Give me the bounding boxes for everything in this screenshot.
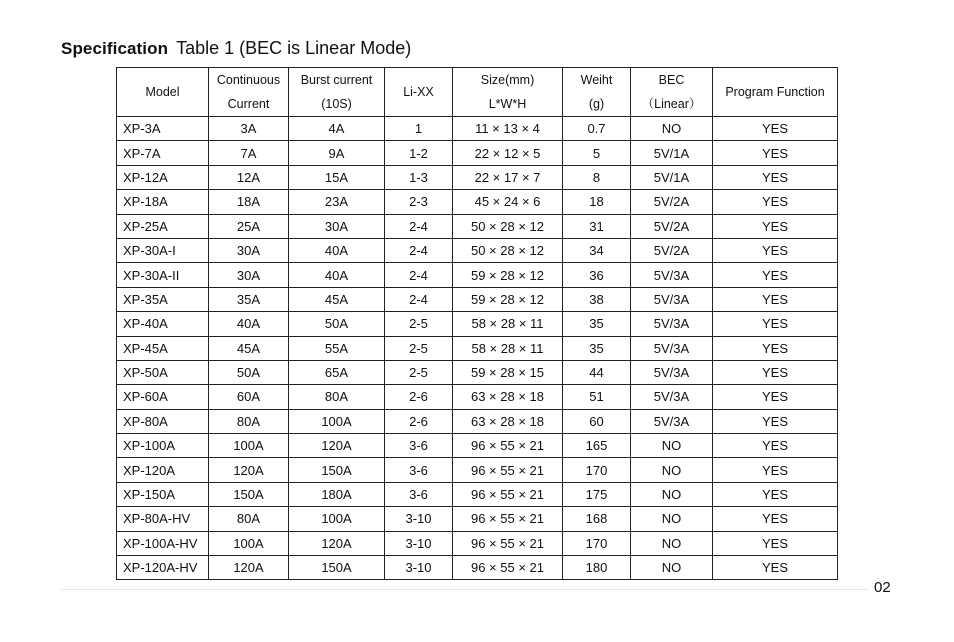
header-label: Li-XX: [403, 85, 434, 99]
header-sublabel: (g): [588, 97, 605, 111]
cell-size: 96 × 55 × 21: [453, 531, 563, 555]
header-label: Continuous: [216, 73, 281, 87]
cell-continuous-current: 80A: [209, 507, 289, 531]
cell-bec: NO: [631, 117, 713, 141]
header-burst-current: [289, 68, 385, 117]
cell-model: XP-120A: [117, 458, 209, 482]
header-label: Weiht: [580, 73, 613, 87]
header-continuous-current: [209, 68, 289, 117]
header-sublabel: L*W*H: [488, 97, 527, 111]
cell-continuous-current: 45A: [209, 336, 289, 360]
cell-li-xx: 2-4: [385, 263, 453, 287]
header-label: Program Function: [725, 85, 825, 99]
cell-burst-current: 55A: [289, 336, 385, 360]
cell-model: XP-35A: [117, 287, 209, 311]
cell-continuous-current: 120A: [209, 556, 289, 580]
cell-weight: 44: [563, 360, 631, 384]
cell-weight: 18: [563, 190, 631, 214]
cell-weight: 180: [563, 556, 631, 580]
cell-weight: 175: [563, 482, 631, 506]
cell-burst-current: 100A: [289, 409, 385, 433]
header-label: Model: [145, 85, 180, 99]
header-sublabel: Current: [227, 97, 270, 111]
cell-weight: 34: [563, 238, 631, 262]
cell-model: XP-3A: [117, 117, 209, 141]
cell-continuous-current: 12A: [209, 165, 289, 189]
cell-program-function: YES: [713, 434, 838, 458]
cell-size: 22 × 12 × 5: [453, 141, 563, 165]
cell-burst-current: 40A: [289, 263, 385, 287]
cell-program-function: YES: [713, 312, 838, 336]
cell-program-function: YES: [713, 263, 838, 287]
cell-model: XP-30A-I: [117, 238, 209, 262]
header-size: [453, 68, 563, 117]
table-row: [117, 165, 838, 189]
cell-model: XP-60A: [117, 385, 209, 409]
cell-weight: 168: [563, 507, 631, 531]
cell-bec: 5V/3A: [631, 385, 713, 409]
cell-burst-current: 23A: [289, 190, 385, 214]
cell-size: 11 × 13 × 4: [453, 117, 563, 141]
cell-program-function: YES: [713, 214, 838, 238]
cell-bec: NO: [631, 458, 713, 482]
cell-li-xx: 2-6: [385, 409, 453, 433]
section-title: Specification: [61, 39, 169, 58]
table-row: [117, 434, 838, 458]
table-row: [117, 409, 838, 433]
cell-bec: 5V/3A: [631, 287, 713, 311]
table-row: [117, 385, 838, 409]
cell-program-function: YES: [713, 385, 838, 409]
cell-program-function: YES: [713, 360, 838, 384]
header-row: [117, 68, 838, 117]
cell-program-function: YES: [713, 141, 838, 165]
cell-model: XP-7A: [117, 141, 209, 165]
cell-size: 63 × 28 × 18: [453, 385, 563, 409]
cell-size: 96 × 55 × 21: [453, 482, 563, 506]
cell-bec: 5V/2A: [631, 238, 713, 262]
table-body: [117, 117, 838, 580]
cell-continuous-current: 35A: [209, 287, 289, 311]
table-row: [117, 360, 838, 384]
cell-continuous-current: 30A: [209, 238, 289, 262]
cell-continuous-current: 80A: [209, 409, 289, 433]
cell-weight: 165: [563, 434, 631, 458]
cell-size: 96 × 55 × 21: [453, 507, 563, 531]
cell-weight: 170: [563, 458, 631, 482]
cell-burst-current: 120A: [289, 531, 385, 555]
cell-size: 59 × 28 × 12: [453, 263, 563, 287]
cell-program-function: YES: [713, 165, 838, 189]
cell-li-xx: 3-10: [385, 507, 453, 531]
cell-li-xx: 3-6: [385, 458, 453, 482]
cell-bec: 5V/3A: [631, 409, 713, 433]
cell-li-xx: 3-6: [385, 482, 453, 506]
cell-bec: 5V/3A: [631, 336, 713, 360]
cell-li-xx: 2-3: [385, 190, 453, 214]
cell-program-function: YES: [713, 238, 838, 262]
cell-li-xx: 1-3: [385, 165, 453, 189]
table-row: [117, 507, 838, 531]
table-row: [117, 531, 838, 555]
cell-burst-current: 150A: [289, 556, 385, 580]
table-row: [117, 190, 838, 214]
header-sublabel: (10S): [321, 97, 352, 111]
cell-bec: NO: [631, 507, 713, 531]
cell-weight: 170: [563, 531, 631, 555]
cell-model: XP-50A: [117, 360, 209, 384]
cell-weight: 5: [563, 141, 631, 165]
cell-size: 58 × 28 × 11: [453, 336, 563, 360]
cell-program-function: YES: [713, 336, 838, 360]
cell-model: XP-120A-HV: [117, 556, 209, 580]
cell-bec: 5V/1A: [631, 141, 713, 165]
cell-size: 63 × 28 × 18: [453, 409, 563, 433]
cell-burst-current: 80A: [289, 385, 385, 409]
cell-bec: NO: [631, 482, 713, 506]
cell-continuous-current: 25A: [209, 214, 289, 238]
cell-model: XP-30A-II: [117, 263, 209, 287]
cell-burst-current: 180A: [289, 482, 385, 506]
cell-model: XP-40A: [117, 312, 209, 336]
cell-program-function: YES: [713, 482, 838, 506]
cell-model: XP-80A-HV: [117, 507, 209, 531]
table-row: [117, 141, 838, 165]
cell-size: 59 × 28 × 12: [453, 287, 563, 311]
cell-weight: 35: [563, 336, 631, 360]
cell-program-function: YES: [713, 190, 838, 214]
cell-bec: 5V/3A: [631, 263, 713, 287]
cell-li-xx: 2-5: [385, 336, 453, 360]
header-sublabel: （Linear）: [641, 97, 702, 111]
cell-program-function: YES: [713, 409, 838, 433]
cell-continuous-current: 40A: [209, 312, 289, 336]
table-row: [117, 117, 838, 141]
header-bec: [631, 68, 713, 117]
cell-size: 96 × 55 × 21: [453, 556, 563, 580]
cell-size: 50 × 28 × 12: [453, 238, 563, 262]
header-program-function: [713, 68, 838, 117]
cell-model: XP-100A-HV: [117, 531, 209, 555]
table-row: [117, 214, 838, 238]
cell-li-xx: 1-2: [385, 141, 453, 165]
cell-weight: 60: [563, 409, 631, 433]
table-row: [117, 263, 838, 287]
cell-bec: NO: [631, 556, 713, 580]
cell-bec: 5V/3A: [631, 360, 713, 384]
cell-continuous-current: 60A: [209, 385, 289, 409]
cell-size: 58 × 28 × 11: [453, 312, 563, 336]
cell-burst-current: 65A: [289, 360, 385, 384]
cell-burst-current: 45A: [289, 287, 385, 311]
cell-size: 96 × 55 × 21: [453, 458, 563, 482]
cell-weight: 0.7: [563, 117, 631, 141]
cell-li-xx: 2-4: [385, 238, 453, 262]
cell-size: 45 × 24 × 6: [453, 190, 563, 214]
spec-table: [116, 67, 838, 580]
cell-bec: 5V/2A: [631, 190, 713, 214]
page-number: 02: [874, 579, 891, 596]
cell-li-xx: 2-4: [385, 287, 453, 311]
header-label: Burst current: [300, 73, 373, 87]
header-label: Size(mm): [480, 73, 535, 87]
cell-li-xx: 3-6: [385, 434, 453, 458]
cell-li-xx: 3-10: [385, 531, 453, 555]
cell-model: XP-150A: [117, 482, 209, 506]
cell-weight: 36: [563, 263, 631, 287]
header-li-xx: [385, 68, 453, 117]
cell-model: XP-80A: [117, 409, 209, 433]
cell-continuous-current: 3A: [209, 117, 289, 141]
cell-model: XP-25A: [117, 214, 209, 238]
cell-bec: NO: [631, 434, 713, 458]
cell-burst-current: 120A: [289, 434, 385, 458]
header-model: [117, 68, 209, 117]
cell-continuous-current: 30A: [209, 263, 289, 287]
cell-li-xx: 2-4: [385, 214, 453, 238]
cell-program-function: YES: [713, 531, 838, 555]
cell-program-function: YES: [713, 458, 838, 482]
cell-continuous-current: 7A: [209, 141, 289, 165]
cell-burst-current: 40A: [289, 238, 385, 262]
cell-model: XP-100A: [117, 434, 209, 458]
footer-rule: [61, 589, 869, 590]
table-caption: Table 1 (BEC is Linear Mode): [176, 38, 412, 58]
cell-bec: NO: [631, 531, 713, 555]
cell-burst-current: 4A: [289, 117, 385, 141]
cell-size: 96 × 55 × 21: [453, 434, 563, 458]
table-row: [117, 458, 838, 482]
cell-burst-current: 150A: [289, 458, 385, 482]
cell-continuous-current: 100A: [209, 434, 289, 458]
cell-model: XP-45A: [117, 336, 209, 360]
cell-program-function: YES: [713, 556, 838, 580]
cell-bec: 5V/3A: [631, 312, 713, 336]
table-row: [117, 312, 838, 336]
cell-bec: 5V/2A: [631, 214, 713, 238]
table-row: [117, 556, 838, 580]
cell-program-function: YES: [713, 287, 838, 311]
cell-li-xx: 1: [385, 117, 453, 141]
cell-weight: 38: [563, 287, 631, 311]
cell-burst-current: 15A: [289, 165, 385, 189]
cell-continuous-current: 18A: [209, 190, 289, 214]
cell-weight: 35: [563, 312, 631, 336]
cell-size: 22 × 17 × 7: [453, 165, 563, 189]
cell-li-xx: 2-6: [385, 385, 453, 409]
header-label: BEC: [658, 73, 685, 87]
table-row: [117, 287, 838, 311]
cell-continuous-current: 100A: [209, 531, 289, 555]
table-row: [117, 336, 838, 360]
cell-burst-current: 9A: [289, 141, 385, 165]
table-row: [117, 482, 838, 506]
cell-weight: 31: [563, 214, 631, 238]
cell-program-function: YES: [713, 117, 838, 141]
header-weight: [563, 68, 631, 117]
cell-model: XP-18A: [117, 190, 209, 214]
cell-burst-current: 50A: [289, 312, 385, 336]
heading: [61, 38, 411, 59]
cell-size: 50 × 28 × 12: [453, 214, 563, 238]
cell-weight: 8: [563, 165, 631, 189]
cell-continuous-current: 120A: [209, 458, 289, 482]
cell-model: XP-12A: [117, 165, 209, 189]
cell-li-xx: 2-5: [385, 312, 453, 336]
cell-weight: 51: [563, 385, 631, 409]
cell-burst-current: 100A: [289, 507, 385, 531]
cell-bec: 5V/1A: [631, 165, 713, 189]
table-row: [117, 238, 838, 262]
cell-li-xx: 2-5: [385, 360, 453, 384]
cell-size: 59 × 28 × 15: [453, 360, 563, 384]
cell-continuous-current: 50A: [209, 360, 289, 384]
cell-continuous-current: 150A: [209, 482, 289, 506]
cell-burst-current: 30A: [289, 214, 385, 238]
cell-li-xx: 3-10: [385, 556, 453, 580]
cell-program-function: YES: [713, 507, 838, 531]
